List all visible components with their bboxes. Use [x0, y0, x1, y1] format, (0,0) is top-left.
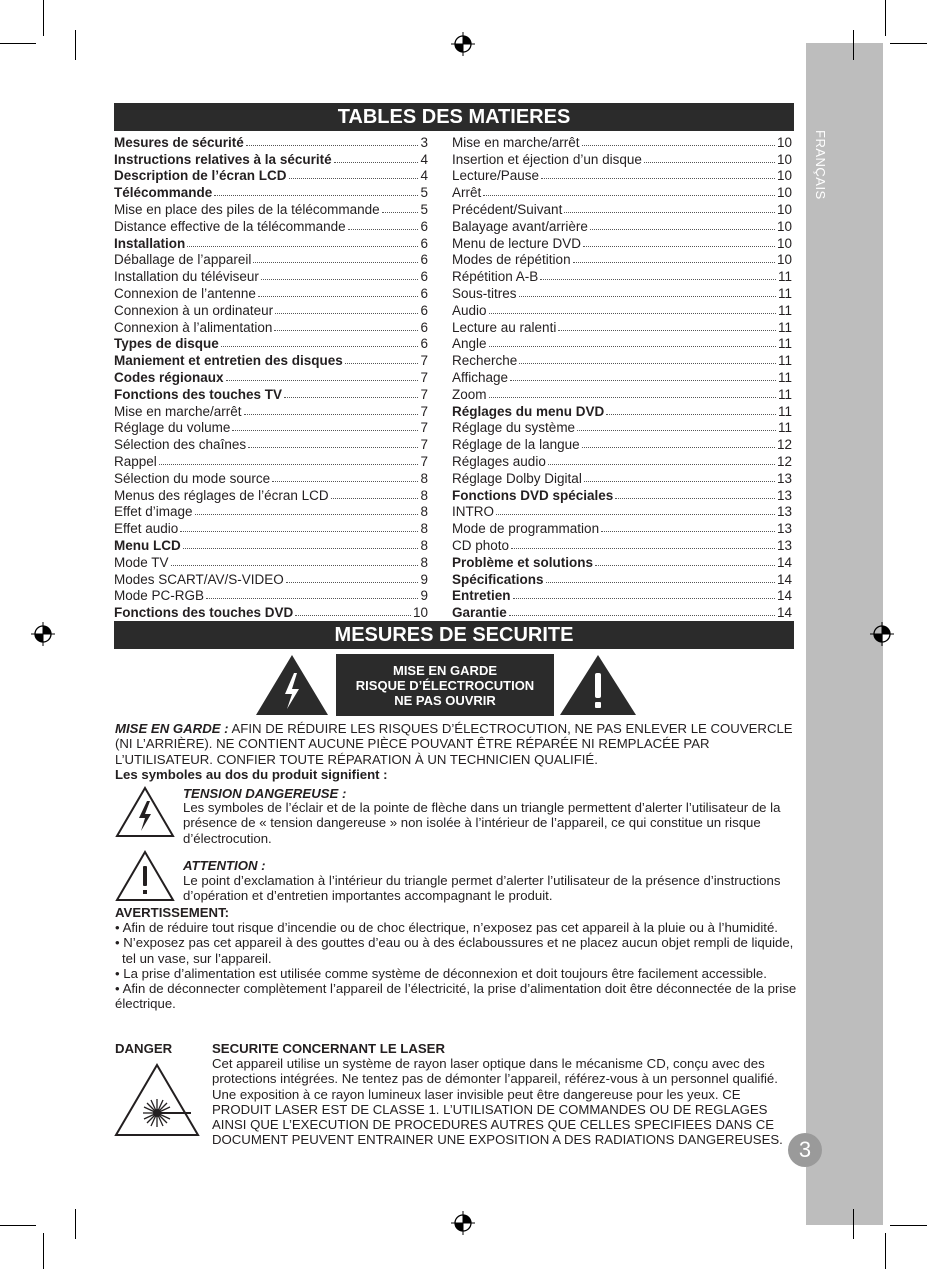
toc-entry: [114, 503, 428, 520]
safety-title: MESURES DE SECURITE: [114, 621, 794, 649]
toc-entry-label: Effet d’image: [114, 504, 193, 520]
toc-leader-dots: [258, 296, 419, 297]
crop-mark: [890, 1225, 927, 1226]
toc-entry-page: 10: [776, 252, 792, 268]
toc-entry-page: 11: [777, 369, 792, 385]
toc-entry: [114, 368, 428, 385]
toc-entry-label: Affichage: [452, 369, 509, 385]
toc-entry-page: 6: [420, 269, 428, 285]
toc-entry: [452, 385, 792, 402]
toc-entry: [452, 469, 792, 486]
toc-entry-label: Mode de programmation: [452, 521, 600, 537]
warning-item: • La prise d’alimentation est utilisée comme système de déconnexion et doit toujours être facilement accessible.: [115, 965, 767, 981]
toc-entry: [114, 402, 428, 419]
toc-entry-label: Lecture/Pause: [452, 168, 540, 184]
toc-entry-label: Sous-titres: [452, 285, 517, 301]
toc-entry-label: Codes régionaux: [114, 369, 224, 385]
toc-entry-page: 10: [412, 605, 428, 621]
toc-left-column: [114, 133, 428, 620]
toc-entry: [452, 519, 792, 536]
toc-leader-dots: [489, 313, 776, 314]
shock-warning-box: [336, 654, 554, 716]
toc-entry-page: 6: [420, 252, 428, 268]
toc-entry-label: Sélection des chaînes: [114, 437, 247, 453]
toc-entry-label: Réglages du menu DVD: [452, 403, 605, 419]
toc-entry-label: Problème et solutions: [452, 554, 594, 570]
toc-entry-page: 11: [777, 386, 792, 402]
toc-entry-label: Effet audio: [114, 521, 179, 537]
toc-entry-page: 13: [776, 537, 792, 553]
toc-entry-page: 10: [776, 235, 792, 251]
toc-entry-page: 7: [420, 369, 428, 385]
toc-entry: [114, 603, 428, 620]
toc-entry: [452, 167, 792, 184]
toc-entry: [114, 217, 428, 234]
crop-mark: [0, 43, 36, 44]
toc-entry-page: 13: [776, 487, 792, 503]
crop-mark: [853, 30, 854, 60]
toc-leader-dots: [253, 262, 418, 263]
toc-leader-dots: [183, 548, 419, 549]
toc-leader-dots: [289, 178, 419, 179]
warning-line: NE PAS OUVRIR: [394, 692, 496, 708]
toc-entry-label: Recherche: [452, 353, 518, 369]
toc-entry-page: 9: [420, 588, 428, 604]
toc-leader-dots: [519, 296, 776, 297]
toc-entry-page: 7: [420, 403, 428, 419]
toc-leader-dots: [582, 447, 775, 448]
toc-leader-dots: [195, 514, 419, 515]
tension-title: TENSION DANGEREUSE :: [183, 786, 347, 801]
toc-entry-label: Répétition A-B: [452, 269, 539, 285]
toc-entry-page: 5: [420, 185, 428, 201]
toc-entry: [452, 351, 792, 368]
toc-entry: [452, 284, 792, 301]
toc-leader-dots: [348, 229, 419, 230]
toc-entry-label: Instructions relatives à la sécurité: [114, 151, 332, 167]
toc-entry: [114, 200, 428, 217]
toc-entry-label: Types de disque: [114, 336, 219, 352]
toc-entry: [114, 284, 428, 301]
toc-entry: [452, 553, 792, 570]
toc-leader-dots: [615, 498, 775, 499]
crop-mark: [885, 0, 886, 36]
toc-leader-dots: [286, 582, 419, 583]
toc-entry-label: Arrêt: [452, 185, 482, 201]
toc-entry-page: 11: [777, 302, 792, 318]
toc-entry-page: 14: [776, 588, 792, 604]
toc-leader-dots: [483, 195, 775, 196]
attention-title: ATTENTION :: [183, 858, 266, 873]
toc-entry: [452, 234, 792, 251]
toc-entry: [114, 519, 428, 536]
toc-leader-dots: [275, 313, 418, 314]
toc-entry-page: 11: [777, 285, 792, 301]
toc-entry-page: 12: [776, 437, 792, 453]
toc-entry: [114, 301, 428, 318]
toc-leader-dots: [345, 363, 419, 364]
toc-entry: [452, 267, 792, 284]
toc-entry: [114, 452, 428, 469]
toc-entry: [114, 150, 428, 167]
toc-leader-dots: [334, 162, 419, 163]
toc-entry-page: 10: [776, 168, 792, 184]
toc-entry: [452, 133, 792, 150]
toc-entry-label: Connexion à l’alimentation: [114, 319, 273, 335]
toc-leader-dots: [382, 212, 419, 213]
toc-entry-page: 3: [420, 134, 428, 150]
toc-leader-dots: [261, 279, 419, 280]
toc-leader-dots: [295, 615, 411, 616]
toc-entry-label: Angle: [452, 336, 487, 352]
toc-entry-page: 5: [420, 201, 428, 217]
toc-entry-label: Mise en marche/arrêt: [114, 403, 242, 419]
toc-entry-page: 10: [776, 134, 792, 150]
toc-entry-label: Mesures de sécurité: [114, 134, 244, 150]
toc-entry-page: 6: [420, 319, 428, 335]
toc-entry-label: Mise en marche/arrêt: [452, 134, 580, 150]
toc-leader-dots: [519, 363, 776, 364]
toc-entry-label: Description de l’écran LCD: [114, 168, 287, 184]
toc-leader-dots: [590, 229, 775, 230]
toc-entry: [452, 183, 792, 200]
registration-mark-icon: [31, 622, 55, 646]
crop-mark: [75, 30, 76, 60]
toc-entry-label: Installation: [114, 235, 186, 251]
toc-entry: [452, 368, 792, 385]
toc-entry: [114, 318, 428, 335]
toc-entry-page: 6: [420, 336, 428, 352]
toc-entry-label: Mode TV: [114, 554, 169, 570]
toc-entry-label: Réglage du volume: [114, 420, 231, 436]
exclamation-warning-icon: [558, 653, 638, 717]
toc-entry-page: 6: [420, 218, 428, 234]
toc-entry-page: 14: [776, 605, 792, 621]
toc-leader-dots: [214, 195, 418, 196]
toc-entry: [452, 251, 792, 268]
tension-text: Les symboles de l’éclair et de la pointe de flèche dans un triangle permettent d’alerter l’utilisateur de la présence de « tension dangereuse » non isolée à l’intérieur de l’appareil, ce qui constitue un risque d’électrocution.: [183, 800, 781, 846]
toc-entry: [452, 570, 792, 587]
toc-leader-dots: [510, 380, 776, 381]
toc-entry-page: 7: [420, 437, 428, 453]
toc-entry: [452, 150, 792, 167]
toc-entry: [452, 402, 792, 419]
toc-entry-page: 14: [776, 571, 792, 587]
toc-entry-page: 13: [776, 521, 792, 537]
crop-mark: [43, 1233, 44, 1269]
toc-entry: [452, 486, 792, 503]
toc-entry-page: 12: [776, 453, 792, 469]
toc-entry: [114, 234, 428, 251]
toc-entry-label: Fonctions des touches TV: [114, 386, 283, 402]
toc-leader-dots: [546, 582, 775, 583]
caution-text: AFIN DE RÉDUIRE LES RISQUES D’ÉLECTROCUTION, NE PAS ENLEVER LE COUVERCLE (NI L’ARRIÈRE). NE CONTIENT AUCUNE PIÈCE POUVANT ÊTRE RÉPARÉE NI REMPLACÉE PAR L’UTILISATEUR. CONFIER TOUTE RÉPARATION À UN TECHNICIEN QUALIFIÉ.: [115, 721, 793, 767]
registration-mark-icon: [451, 1211, 475, 1235]
toc-entry-label: Réglage de la langue: [452, 437, 580, 453]
toc-entry: [114, 536, 428, 553]
toc-entry-label: Sélection du mode source: [114, 470, 271, 486]
toc-entry-page: 11: [777, 269, 792, 285]
crop-mark: [0, 1225, 36, 1226]
toc-leader-dots: [221, 346, 419, 347]
toc-leader-dots: [558, 330, 776, 331]
toc-entry-label: Maniement et entretien des disques: [114, 353, 343, 369]
toc-leader-dots: [232, 430, 418, 431]
toc-leader-dots: [272, 481, 418, 482]
registration-mark-icon: [451, 32, 475, 56]
toc-leader-dots: [601, 531, 775, 532]
toc-entry-label: Balayage avant/arrière: [452, 218, 588, 234]
toc-leader-dots: [583, 246, 775, 247]
toc-entry: [452, 435, 792, 452]
toc-entry: [452, 536, 792, 553]
toc-entry-label: Rappel: [114, 453, 157, 469]
toc-entry-page: 11: [777, 336, 792, 352]
toc-entry-page: 13: [776, 470, 792, 486]
symbols-heading: Les symboles au dos du produit signifient :: [115, 767, 388, 782]
toc-leader-dots: [244, 414, 419, 415]
warnings-heading: AVERTISSEMENT:: [115, 905, 230, 920]
toc-leader-dots: [206, 598, 418, 599]
toc-leader-dots: [511, 548, 775, 549]
toc-leader-dots: [548, 464, 775, 465]
toc-entry: [452, 452, 792, 469]
toc-entry-page: 8: [420, 487, 428, 503]
toc-entry-page: 8: [420, 537, 428, 553]
toc-leader-dots: [171, 565, 419, 566]
toc-entry-page: 10: [776, 151, 792, 167]
toc-entry-label: Spécifications: [452, 571, 544, 587]
crop-mark: [853, 1209, 854, 1239]
toc-leader-dots: [584, 481, 775, 482]
toc-entry-label: Entretien: [452, 588, 511, 604]
danger-label: DANGER: [115, 1041, 173, 1056]
warning-line: RISQUE D’ÉLECTROCUTION: [355, 677, 535, 693]
toc-entry: [114, 133, 428, 150]
toc-leader-dots: [159, 464, 419, 465]
toc-leader-dots: [496, 514, 775, 515]
toc-entry-page: 8: [420, 504, 428, 520]
toc-leader-dots: [606, 414, 776, 415]
attention-text: Le point d’exclamation à l’intérieur du triangle permet d’alerter l’utilisateur de la présence d’instructions d’opération et d’entretien importantes accompagnant le produit.: [183, 873, 781, 904]
toc-entry: [114, 435, 428, 452]
toc-entry-label: Menus des réglages de l’écran LCD: [114, 487, 329, 503]
toc-entry: [452, 335, 792, 352]
toc-leader-dots: [274, 330, 418, 331]
toc-leader-dots: [180, 531, 418, 532]
toc-entry: [452, 200, 792, 217]
crop-mark: [75, 1209, 76, 1239]
exclamation-triangle-icon: [114, 849, 176, 903]
toc-entry-page: 8: [420, 554, 428, 570]
high-voltage-warning-icon: [254, 653, 330, 717]
toc-entry-label: Fonctions des touches DVD: [114, 605, 294, 621]
laser-text: Cet appareil utilise un système de rayon laser optique dans le mécanisme CD, conçu avec des protections intégrées. Ne tentez pas de démonter l’appareil, référez-vous à un personnel qualifié. Une exposition à ce rayon lumineux laser invisible peut être dangereuse pour les yeux. CE PRODUIT LASER EST DE CLASSE 1. L’UTILISATION DE COMMANDES OU DE REGLAGES AINSI QUE L’EXECUTION DE PROCEDURES AUTRES QUE CELLES SPECIFIEES DANS CE DOCUMENT PEUVENT ENTRAINER UNE EXPOSITION A DES RADIATIONS DANGEREUSES.: [212, 1056, 783, 1148]
warning-item: • Afin de réduire tout risque d’incendie ou de choc électrique, n’exposez pas cet appareil à la pluie ou à l’humidité.: [115, 920, 778, 935]
toc-entry-page: 11: [777, 420, 792, 436]
toc-entry-label: Connexion de l’antenne: [114, 285, 256, 301]
toc-entry: [114, 385, 428, 402]
toc-leader-dots: [582, 145, 775, 146]
toc-entry-page: 14: [776, 554, 792, 570]
warnings-list: [115, 920, 798, 1012]
toc-leader-dots: [541, 178, 775, 179]
toc-entry-label: Réglage du système: [452, 420, 576, 436]
toc-entry-label: Modes de répétition: [452, 252, 571, 268]
toc-entry: [114, 335, 428, 352]
toc-entry-label: Distance effective de la télécommande: [114, 218, 346, 234]
toc-leader-dots: [489, 346, 776, 347]
toc-entry-page: 7: [420, 353, 428, 369]
toc-entry: [114, 351, 428, 368]
toc-entry: [114, 587, 428, 604]
toc-entry-label: CD photo: [452, 537, 510, 553]
toc-entry-page: 8: [420, 521, 428, 537]
toc-entry: [114, 553, 428, 570]
toc-leader-dots: [577, 430, 776, 431]
toc-entry-page: 8: [420, 470, 428, 486]
registration-mark-icon: [870, 622, 894, 646]
crop-mark: [890, 43, 927, 44]
toc-entry-label: Installation du téléviseur: [114, 269, 259, 285]
lightning-triangle-icon: [114, 785, 176, 839]
toc-leader-dots: [248, 447, 418, 448]
toc-leader-dots: [509, 615, 775, 616]
toc-entry: [452, 217, 792, 234]
toc-entry: [114, 167, 428, 184]
toc-entry-page: 13: [776, 504, 792, 520]
toc-leader-dots: [284, 397, 418, 398]
toc-entry: [452, 301, 792, 318]
warning-item: • N’exposez pas cet appareil à des gouttes d’eau ou à des éclaboussures et ne placez aucun objet rempli de liquide, tel un vase, sur l’appareil.: [115, 935, 794, 966]
toc-entry-label: Insertion et éjection d’un disque: [452, 151, 642, 167]
toc-entry-label: Garantie: [452, 605, 507, 621]
toc-entry: [114, 251, 428, 268]
toc-leader-dots: [595, 565, 775, 566]
toc-entry-label: Connexion à un ordinateur: [114, 302, 274, 318]
toc-leader-dots: [187, 246, 418, 247]
toc-entry-label: Précédent/Suivant: [452, 201, 563, 217]
toc-entry-page: 6: [420, 235, 428, 251]
toc-entry-page: 11: [777, 353, 792, 369]
warning-item: • Afin de déconnecter complètement l’appareil de l’électricité, la prise d’alimentation doit être déconnectée de la prise électrique.: [115, 981, 797, 1012]
toc-entry: [114, 267, 428, 284]
warning-line: MISE EN GARDE: [392, 662, 497, 678]
toc-entry: [114, 570, 428, 587]
laser-title: SECURITE CONCERNANT LE LASER: [212, 1041, 445, 1056]
toc-entry-page: 4: [420, 168, 428, 184]
toc-entry-label: Zoom: [452, 386, 487, 402]
toc-entry-label: Télécommande: [114, 185, 213, 201]
toc-entry-page: 7: [420, 386, 428, 402]
toc-entry: [452, 419, 792, 436]
crop-mark: [43, 0, 44, 36]
toc-entry-label: INTRO: [452, 504, 494, 520]
toc-entry-label: Mode PC-RGB: [114, 588, 205, 604]
toc-title: TABLES DES MATIERES: [114, 103, 794, 131]
toc-entry-label: Réglages audio: [452, 453, 546, 469]
toc-entry-page: 9: [420, 571, 428, 587]
toc-leader-dots: [331, 498, 419, 499]
toc-entry-label: Lecture au ralenti: [452, 319, 557, 335]
toc-entry-page: 11: [777, 319, 792, 335]
toc-entry-label: Fonctions DVD spéciales: [452, 487, 614, 503]
toc-entry-page: 10: [776, 201, 792, 217]
toc-entry: [114, 486, 428, 503]
toc-entry-label: Menu LCD: [114, 537, 181, 553]
toc-leader-dots: [226, 380, 419, 381]
caution-label: MISE EN GARDE :: [115, 721, 229, 736]
toc-leader-dots: [246, 145, 419, 146]
toc-entry: [452, 603, 792, 620]
toc-entry: [114, 469, 428, 486]
toc-entry-page: 10: [776, 185, 792, 201]
toc-entry-page: 6: [420, 302, 428, 318]
toc-entry-page: 11: [777, 403, 792, 419]
toc-entry: [452, 587, 792, 604]
toc-entry-label: Déballage de l’appareil: [114, 252, 252, 268]
language-label: FRANÇAIS: [813, 130, 828, 200]
toc-leader-dots: [540, 279, 776, 280]
toc-entry: [114, 183, 428, 200]
toc-right-column: [452, 133, 792, 620]
caution-paragraph: [115, 721, 795, 767]
toc-entry-page: 10: [776, 218, 792, 234]
toc-leader-dots: [489, 397, 776, 398]
toc-leader-dots: [564, 212, 775, 213]
toc-entry-label: Audio: [452, 302, 487, 318]
crop-mark: [885, 1233, 886, 1269]
laser-radiation-icon: [113, 1062, 201, 1138]
toc-entry-label: Menu de lecture DVD: [452, 235, 582, 251]
toc-entry-page: 7: [420, 453, 428, 469]
toc-entry-label: Réglage Dolby Digital: [452, 470, 582, 486]
toc-entry-page: 6: [420, 285, 428, 301]
toc-leader-dots: [513, 598, 775, 599]
toc-entry: [452, 318, 792, 335]
toc-entry-page: 4: [420, 151, 428, 167]
toc-entry-page: 7: [420, 420, 428, 436]
toc-entry: [452, 503, 792, 520]
page-number: 3: [788, 1133, 822, 1167]
toc-entry-label: Modes SCART/AV/S-VIDEO: [114, 571, 284, 587]
toc-entry-label: Mise en place des piles de la télécommande: [114, 201, 380, 217]
toc-entry: [114, 419, 428, 436]
toc-leader-dots: [573, 262, 775, 263]
toc-leader-dots: [644, 162, 775, 163]
